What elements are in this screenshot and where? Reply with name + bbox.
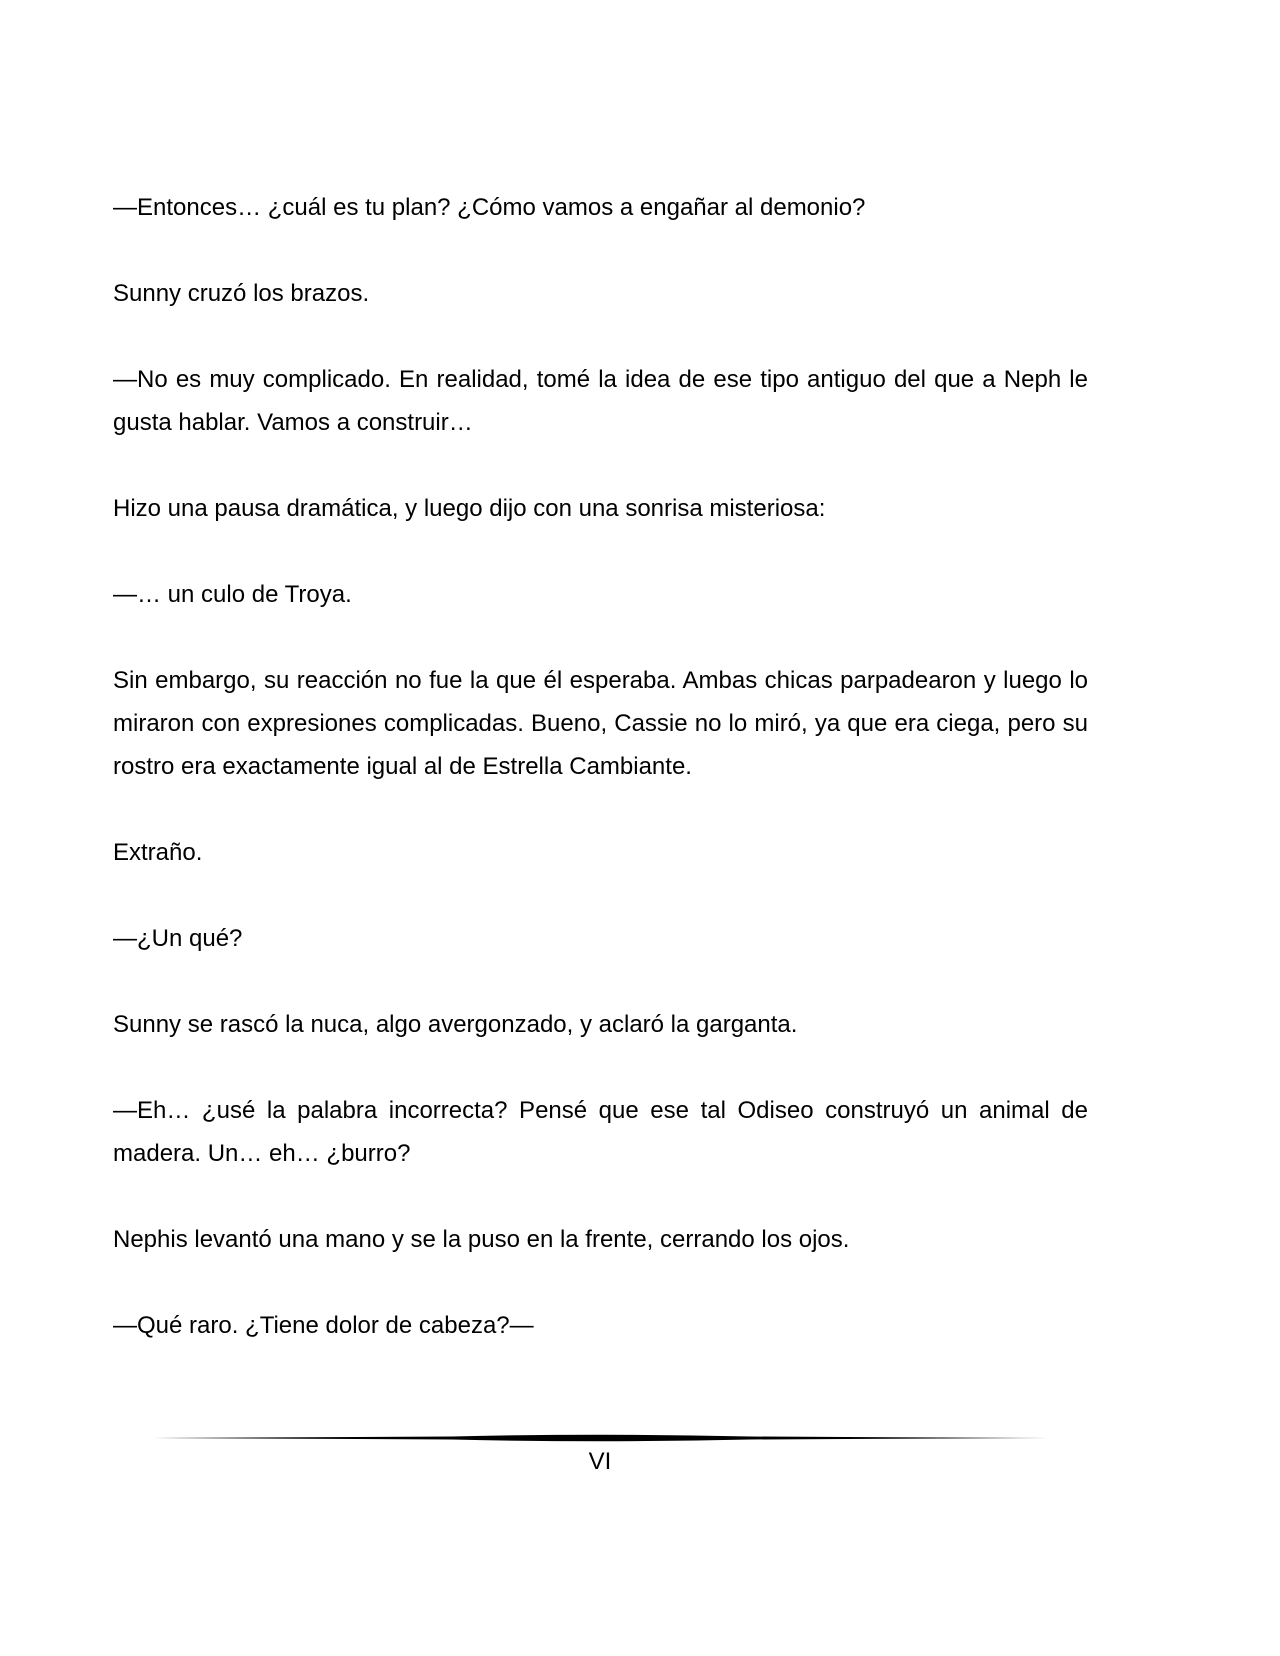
paragraph-11: Nephis levantó una mano y se la puso en la frente, cerrando los ojos. bbox=[113, 1226, 850, 1253]
footer-divider bbox=[152, 1432, 1050, 1444]
page-number: VI bbox=[588, 1448, 612, 1475]
paragraph-4: Hizo una pausa dramática, y luego dijo con una sonrisa misteriosa: bbox=[113, 495, 826, 522]
paragraph-7: Extraño. bbox=[113, 839, 203, 866]
paragraph-3: —No es muy complicado. En realidad, tomé la idea de ese tipo antiguo del que a Neph le gusta hablar. Vamos a construir… bbox=[113, 366, 1088, 436]
paragraph-8: —¿Un qué? bbox=[113, 925, 243, 952]
paragraph-9: Sunny se rascó la nuca, algo avergonzado, y aclaró la garganta. bbox=[113, 1011, 798, 1038]
paragraph-1: —Entonces… ¿cuál es tu plan? ¿Cómo vamos a engañar al demonio? bbox=[113, 194, 866, 221]
paragraph-6: Sin embargo, su reacción no fue la que él esperaba. Ambas chicas parpadearon y luego lo miraron con expresiones complicadas. Bueno, Cassie no lo miró, ya que era ciega, pero su rostro era exactamente igual al de Estrella Cambiante. bbox=[113, 667, 1088, 780]
paragraph-12: —Qué raro. ¿Tiene dolor de cabeza?— bbox=[113, 1312, 534, 1339]
body-text bbox=[113, 186, 1088, 1390]
paragraph-2: Sunny cruzó los brazos. bbox=[113, 280, 370, 307]
paragraph-5: —… un culo de Troya. bbox=[113, 581, 352, 608]
paragraph-10: —Eh… ¿usé la palabra incorrecta? Pensé que ese tal Odiseo construyó un animal de madera. Un… eh… ¿burro? bbox=[113, 1097, 1088, 1167]
